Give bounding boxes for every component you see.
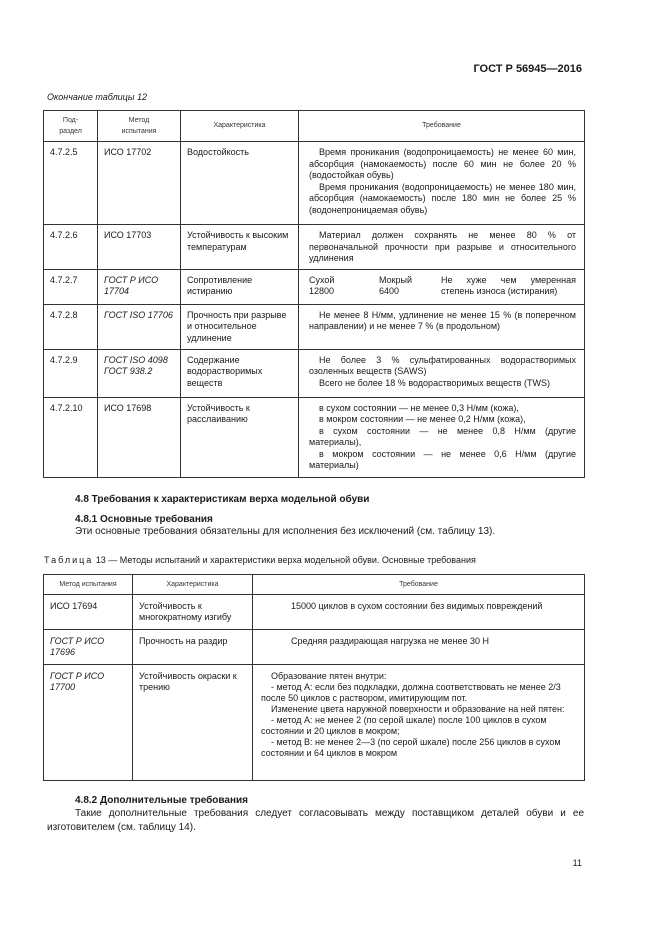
cell-section: 4.7.2.10 <box>44 397 98 477</box>
col-header-characteristic: Характеристика <box>133 575 253 595</box>
cell-method: ИСО 17703 <box>98 225 181 270</box>
col-header-section: Под- раздел <box>44 111 98 142</box>
abrasion-dry: Сухой 12800 <box>309 274 335 296</box>
table-13 <box>43 574 585 781</box>
col-header-characteristic: Характеристика <box>181 111 299 142</box>
table12-continuation-caption: Окончание таблицы 12 <box>47 92 147 102</box>
abrasion-wet: Мокрый 6400 <box>379 274 413 296</box>
table13-caption <box>44 555 476 565</box>
cell-requirement: 15000 циклов в сухом состоянии без видимых повреждений <box>253 595 585 630</box>
cell-characteristic: Устойчивость к высоким температурам <box>181 225 299 270</box>
cell-method: ГОСТ Р ИСО 17696 <box>44 630 133 665</box>
table13-caption-text: 13 — Методы испытаний и характеристики верха модельной обуви. Основные требования <box>93 555 476 565</box>
cell-requirement: в сухом состоянии — не менее 0,3 Н/мм (кожа), в мокром состоянии — не менее 0,2 Н/мм (кожа), в сухом состоянии — не менее 0,8 Н/мм (другие материалы), в мокром состоянии — не менее 0,6 Н/мм (другие материалы) <box>299 397 585 477</box>
cell-section: 4.7.2.7 <box>44 269 98 304</box>
table-12 <box>43 110 585 478</box>
table-row <box>44 225 585 270</box>
section-4-8-2-title: 4.8.2 Дополнительные требования <box>75 795 249 806</box>
cell-requirement: Материал должен сохранять не менее 80 % от первоначальной прочности при разрыве и относительного удлинения <box>299 225 585 270</box>
section-4-8-1-text: Эти основные требования обязательны для исполнения без исключений (см. таблицу 13). <box>75 526 496 537</box>
section-4-8-2-text: Такие дополнительные требования следует согласовывать между поставщиком деталей обуви и ее изготовителем (см. таблицу 14). <box>47 808 584 833</box>
col-header-requirement: Требование <box>253 575 585 595</box>
table-row <box>44 397 585 477</box>
cell-requirement: Время проникания (водопроницаемость) не менее 60 мин, абсорбция (намокаемость) после 60 мин не более 20 % (водостойкая обувь) Время проникания (водопроницаемость) не менее 180 мин, абсорбция (намокаемость) после 180 мин не более 25 % (водонепроницаемая обувь) <box>299 142 585 225</box>
table-row <box>44 595 585 630</box>
cell-characteristic: Содержание водорастворимых веществ <box>181 349 299 397</box>
standard-code: ГОСТ Р 56945—2016 <box>473 63 582 75</box>
cell-requirement: Средняя раздирающая нагрузка не менее 30 Н <box>253 630 585 665</box>
cell-method: ИСО 17694 <box>44 595 133 630</box>
cell-characteristic: Прочность при разрыве и относительное удлинение <box>181 304 299 349</box>
table-row <box>44 630 585 665</box>
cell-method: ГОСТ ISO 4098 ГОСТ 938.2 <box>98 349 181 397</box>
cell-requirement: Не менее 8 Н/мм, удлинение не менее 15 % (в поперечном направлении) и не менее 7 % (в продольном) <box>299 304 585 349</box>
cell-section: 4.7.2.8 <box>44 304 98 349</box>
cell-characteristic: Водостойкость <box>181 142 299 225</box>
cell-method: ГОСТ Р ИСО 17700 <box>44 665 133 781</box>
cell-requirement: Не более 3 % сульфатированных водорастворимых озоленных веществ (SAWS) Всего не более 18 % водорастворимых веществ (TWS) <box>299 349 585 397</box>
section-4-8-1-title: 4.8.1 Основные требования <box>75 514 213 525</box>
cell-method: ГОСТ Р ИСО 17704 <box>98 269 181 304</box>
table13-caption-label: Таблица <box>44 555 94 565</box>
section-4-8-title: 4.8 Требования к характеристикам верха модельной обуви <box>75 494 370 505</box>
cell-section: 4.7.2.6 <box>44 225 98 270</box>
col-header-method: Метод испытания <box>44 575 133 595</box>
cell-method: ИСО 17702 <box>98 142 181 225</box>
table-row <box>44 269 585 304</box>
cell-characteristic: Сопротивление истиранию <box>181 269 299 304</box>
cell-requirement <box>299 269 585 304</box>
cell-characteristic: Устойчивость к расслаиванию <box>181 397 299 477</box>
table-row <box>44 349 585 397</box>
cell-section: 4.7.2.5 <box>44 142 98 225</box>
table-row <box>44 142 585 225</box>
cell-requirement: Образование пятен внутри: - метод А: если без подкладки, должна соответствовать не менее 2/3 после 50 циклов с раствором, имитирующим пот. Изменение цвета наружной поверхности и образование на ней пятен: - метод А: не менее 2 (по серой шкале) после 100 циклов в сухом состоянии и 20 циклов в мокром; - метод В: не менее 2—3 (по серой шкале) после 256 циклов в сухом состоянии и 64 циклов в мокром <box>253 665 585 781</box>
cell-characteristic: Устойчивость окраски к трению <box>133 665 253 781</box>
col-header-method: Метод испытания <box>98 111 181 142</box>
cell-section: 4.7.2.9 <box>44 349 98 397</box>
cell-characteristic: Устойчивость к многократному изгибу <box>133 595 253 630</box>
table-row <box>44 304 585 349</box>
abrasion-note: Не хуже чем умеренная степень износа (истирания) <box>441 274 576 296</box>
cell-method: ИСО 17698 <box>98 397 181 477</box>
table-row <box>44 665 585 781</box>
page-number: 11 <box>572 858 582 868</box>
col-header-requirement: Требование <box>299 111 585 142</box>
cell-characteristic: Прочность на раздир <box>133 630 253 665</box>
cell-method: ГОСТ ISO 17706 <box>98 304 181 349</box>
